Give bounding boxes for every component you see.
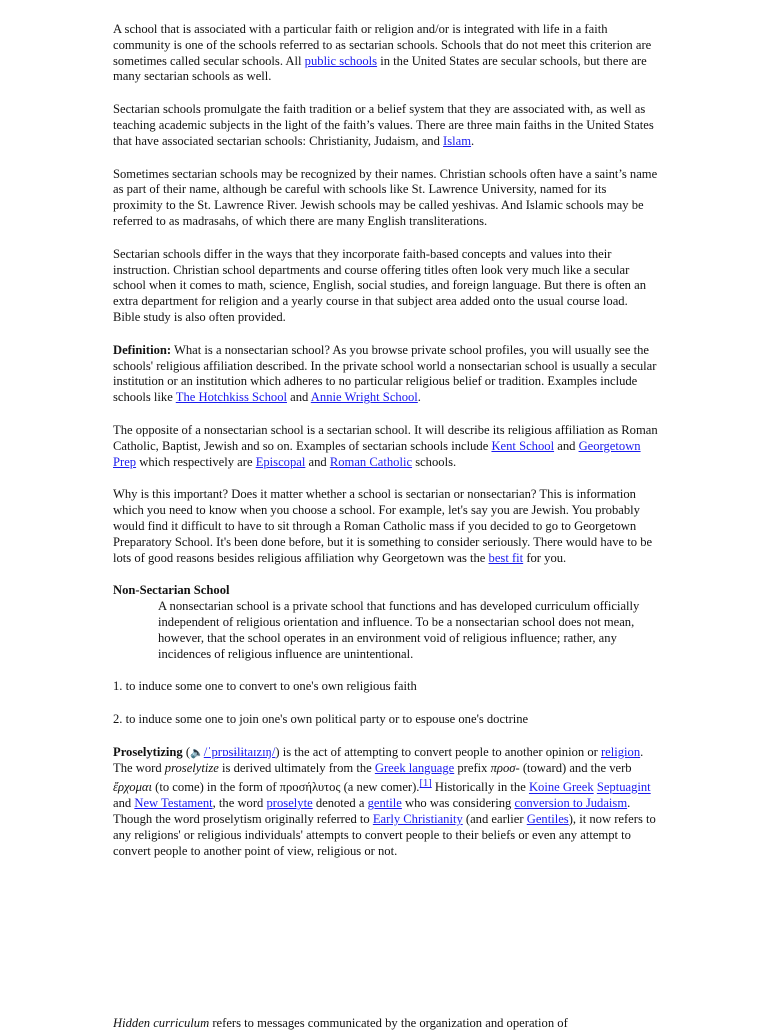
paragraph-proselytizing: Proselytizing (🔈/ˈprɒsɨlɨtaɪzɪŋ/) is the act of attempting to convert people to another opinion or religion. The word proselytize is derived ultimately from the Greek language prefix προσ- (toward) and the verb ἔρχομαι (to come) in the form of προσήλυτος (a new comer).[1] Historically in the Koine Greek Septuagint and New Testament, the word proselyte denoted a gentile who was considering conversion to Judaism. Though the word proselytism originally referred to Early Christianity (and earlier Gentiles), it now refers to any religions' or religious individuals' attempts to convert people to their beliefs or even any attempt to convert people to another point of view, religious or not. — [113, 744, 656, 858]
link-annie-wright-school[interactable]: Annie Wright School — [310, 390, 418, 405]
paragraph-definition: Definition: What is a nonsectarian school? As you browse private school profiles, you will usually see the schools' religious affiliation described. In the private school world a nonsectarian school is usually a secular institution or an institution which adheres to no particular religious belief or tradition. Examples include schools like The Hotchkiss School and Annie Wright School. — [113, 342, 657, 405]
paragraph-sectarian-intro: A school that is associated with a particular faith or religion and/or is integrated with life in a faith community is one of the schools referred to as sectarian schools. Schools that do not meet this criterion are sometimes called secular schools. All public schools in the United States are secular schools, but there are many sectarian schools as well. — [113, 22, 652, 84]
link-new-testament[interactable]: New Testament — [134, 796, 213, 811]
link-conversion-to-judaism[interactable]: conversion to Judaism — [514, 796, 628, 811]
link-best-fit[interactable]: best fit — [488, 550, 524, 565]
link-koine-greek[interactable]: Koine Greek — [528, 780, 594, 795]
link-kent-school[interactable]: Kent School — [491, 438, 555, 453]
link-hotchkiss-school[interactable]: The Hotchkiss School — [175, 390, 287, 405]
link-greek-language[interactable]: Greek language — [374, 760, 455, 775]
paragraph-hidden-curriculum: Hidden curriculum refers to messages communicated by the organization and operation of — [113, 1016, 568, 1030]
link-pronunciation[interactable]: /ˈprɒsɨlɨtaɪzɪŋ/ — [203, 744, 276, 759]
paragraph-sectarian-faiths: Sectarian schools promulgate the faith tradition or a belief system that they are associated with, as well as teaching academic subjects in the light of the faith’s values. There are three main faiths in the United States that have associated sectarian schools: Christianity, Judaism, and Islam. — [113, 102, 654, 148]
paragraph-importance: Why is this important? Does it matter whether a school is sectarian or nonsectarian? This is information which you need to know when you choose a school. For example, let's say you are Jewish. You probably would find it difficult to have to sit through a Roman Catholic mass if you decided to go to Georgetown Preparatory School. It's been done before, but it is something to consider seriously. There would have to be lots of good reasons besides religious affiliation why Georgetown was the best fit for you. — [113, 487, 653, 565]
link-islam[interactable]: Islam — [443, 133, 472, 148]
link-early-christianity[interactable]: Early Christianity — [372, 812, 463, 827]
link-gentile[interactable]: gentile — [367, 796, 402, 811]
term-proselytizing: Proselytizing — [113, 744, 183, 759]
footnote-link-1[interactable]: [1] — [419, 778, 432, 790]
link-episcopal[interactable]: Episcopal — [255, 454, 306, 469]
link-georgetown-prep[interactable]: Georgetown Prep — [113, 438, 641, 469]
link-public-schools[interactable]: public schools — [304, 53, 378, 68]
paragraph-opposite: The opposite of a nonsectarian school is a sectarian school. It will describe its religious affiliation as Roman Catholic, Baptist, Jewish and so on. Examples of sectarian schools include Kent School and Georgetown Prep which respectively are Episcopal and Roman Catholic schools. — [113, 422, 658, 469]
definition-label: Definition: — [113, 342, 172, 357]
link-religion[interactable]: religion — [600, 744, 641, 759]
paragraph-school-names: Sometimes sectarian schools may be recognized by their names. Christian schools often have a saint’s name as part of their name, although be careful with schools like St. Lawrence University, named for its proximity to the St. Lawrence River. Jewish schools may be called yeshivas. And Islamic schools may be referred to as madrasahs, of which there are many English transliterations. — [113, 166, 658, 228]
link-gentiles[interactable]: Gentiles — [526, 812, 569, 827]
list-item-political: 2. to induce some one to join one's own political party or to espouse one's doctrine — [113, 712, 529, 727]
paragraph-curriculum: Sectarian schools differ in the ways that they incorporate faith-based concepts and values into their instruction. Christian school departments and course offering titles often look very much like a secular school when it comes to math, science, English, social studies, and foreign language. But there is often an extra department for religion and a yearly course in that subject area added onto the usual course load. Bible study is also often provided. — [113, 246, 647, 324]
list-item-convert: 1. to induce some one to convert to one's own religious faith — [113, 679, 417, 694]
link-roman-catholic[interactable]: Roman Catholic — [329, 454, 413, 469]
link-septuagint[interactable]: Septuagint — [596, 780, 651, 795]
speaker-icon[interactable]: 🔈 — [190, 745, 204, 759]
document-body — [113, 22, 658, 877]
definition-non-sectarian-school: A nonsectarian school is a private school that functions and has developed curriculum officially independent of religious orientation and influence. To be a nonsectarian school does not mean, however, that the school operates in an environment void of religious influence; rather, any incidences of religious influence are unintentional. — [158, 599, 640, 661]
term-hidden-curriculum: Hidden curriculum — [113, 1016, 210, 1030]
heading-non-sectarian-school: Non-Sectarian School — [113, 583, 230, 598]
link-proselyte[interactable]: proselyte — [266, 796, 313, 811]
